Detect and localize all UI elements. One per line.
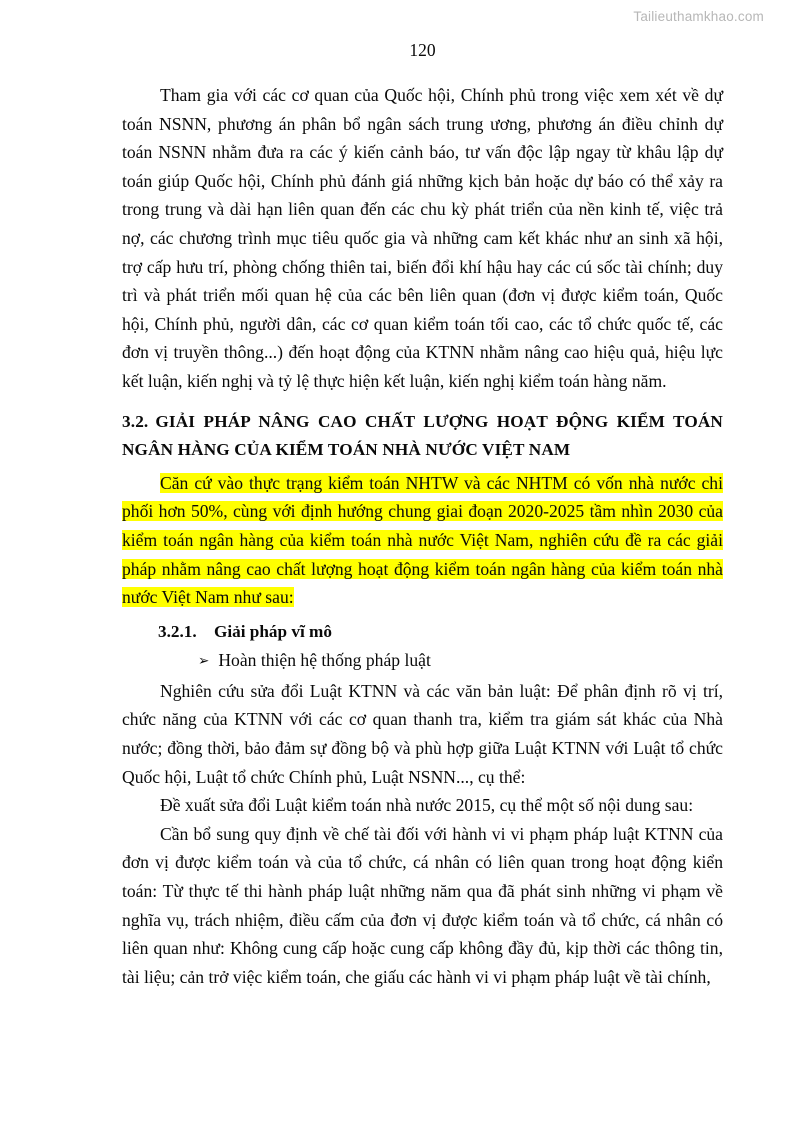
paragraph-supplement: Cần bổ sung quy định về chế tài đối với hành vi vi phạm pháp luật KTNN của đơn vị được kiểm toán và của tổ chức, cá nhân có liên quan trong hoạt động kiển toán: Từ thực tế thi hành pháp luật những năm qua đã phát sinh những vi phạm về nghĩa vụ, trách nhiệm, điều cấm của đơn vị được kiểm toán và tổ chức, cá nhân có liên quan như: Không cung cấp hoặc cung cấp không đầy đủ, kịp thời các thông tin, tài liệu; cản trở việc kiểm toán, che giấu các hành vi vi phạm pháp luật về tài chính, [122, 823, 723, 987]
section-heading-3-2 [122, 408, 723, 465]
bullet-label: Hoàn thiện hệ thống pháp luật [218, 650, 431, 671]
section-number: 3.2. [122, 411, 149, 431]
paragraph-proposal: Đề xuất sửa đổi Luật kiểm toán nhà nước 2015, cụ thể một số nội dung sau: [160, 795, 694, 816]
subsection-title: Giải pháp vĩ mô [214, 621, 332, 641]
section-title: GIẢI PHÁP NÂNG CAO CHẤT LƯỢNG HOẠT ĐỘNG KIỂM TOÁN NGÂN HÀNG CỦA KIỂM TOÁN NHÀ NƯỚC VIỆT NAM [122, 411, 723, 460]
paragraph-highlighted [122, 469, 723, 612]
paragraph-intro: Tham gia với các cơ quan của Quốc hội, Chính phủ trong việc xem xét về dự toán NSNN, phương án phân bổ ngân sách trung ương, phương án điều chỉnh dự toán NSNN nhằm đưa ra các ý kiến cảnh báo, tư vấn độc lập ngay từ khâu lập dự toán giúp Quốc hội, Chính phủ đánh giá những kịch bản hoặc dự báo có thể xảy ra trong trung và dài hạn liên quan đến các chu kỳ phát triển của nền kinh tế, việc trả nợ, các chương trình mục tiêu quốc gia và những cam kết khác như an sinh xã hội, trợ cấp hưu trí, phòng chống thiên tai, biến đổi khí hậu hay các cú sốc tài chính; duy trì và phát triển mối quan hệ của các bên liên quan (đơn vị được kiểm toán, Quốc hội, Chính phủ, người dân, các cơ quan kiểm toán tối cao, các tổ chức quốc tế, các đơn vị truyền thông...) đến hoạt động của KTNN nhằm nâng cao hiệu quả, hiệu lực kết luận, kiến nghị và tỷ lệ thực hiện kết luận, kiến nghị kiểm toán hàng năm. [122, 85, 723, 391]
highlighted-text: Căn cứ vào thực trạng kiểm toán NHTW và các NHTM có vốn nhà nước chi phối hơn 50%, cùng với định hướng chung giai đoạn 2020-2025 tầm nhìn 2030 của kiểm toán ngân hàng của kiểm toán nhà nước Việt Nam, nghiên cứu đề ra các giải pháp nhằm nâng cao chất lượng hoạt động kiểm toán ngân hàng của kiểm toán nhà nước Việt Nam như sau: [122, 472, 723, 608]
page-number: 120 [409, 40, 436, 60]
arrow-bullet-icon: ➢ [198, 653, 210, 670]
subsection-heading-3-2-1 [122, 618, 723, 647]
bullet-item-first [122, 646, 723, 677]
subsection-number: 3.2.1. [158, 621, 197, 641]
page-content [122, 40, 723, 991]
watermark-text: Tailieuthamkhao.com [633, 9, 764, 24]
paragraph-research: Nghiên cứu sửa đổi Luật KTNN và các văn bản luật: Để phân định rõ vị trí, chức năng của KTNN với các cơ quan thanh tra, kiểm tra giám sát khác của Nhà nước; đồng thời, bảo đảm sự đồng bộ và phù hợp giữa Luật KTNN với Luật tổ chức Quốc hội, Luật tổ chức Chính phủ, Luật NSNN..., cụ thể: [122, 680, 723, 787]
